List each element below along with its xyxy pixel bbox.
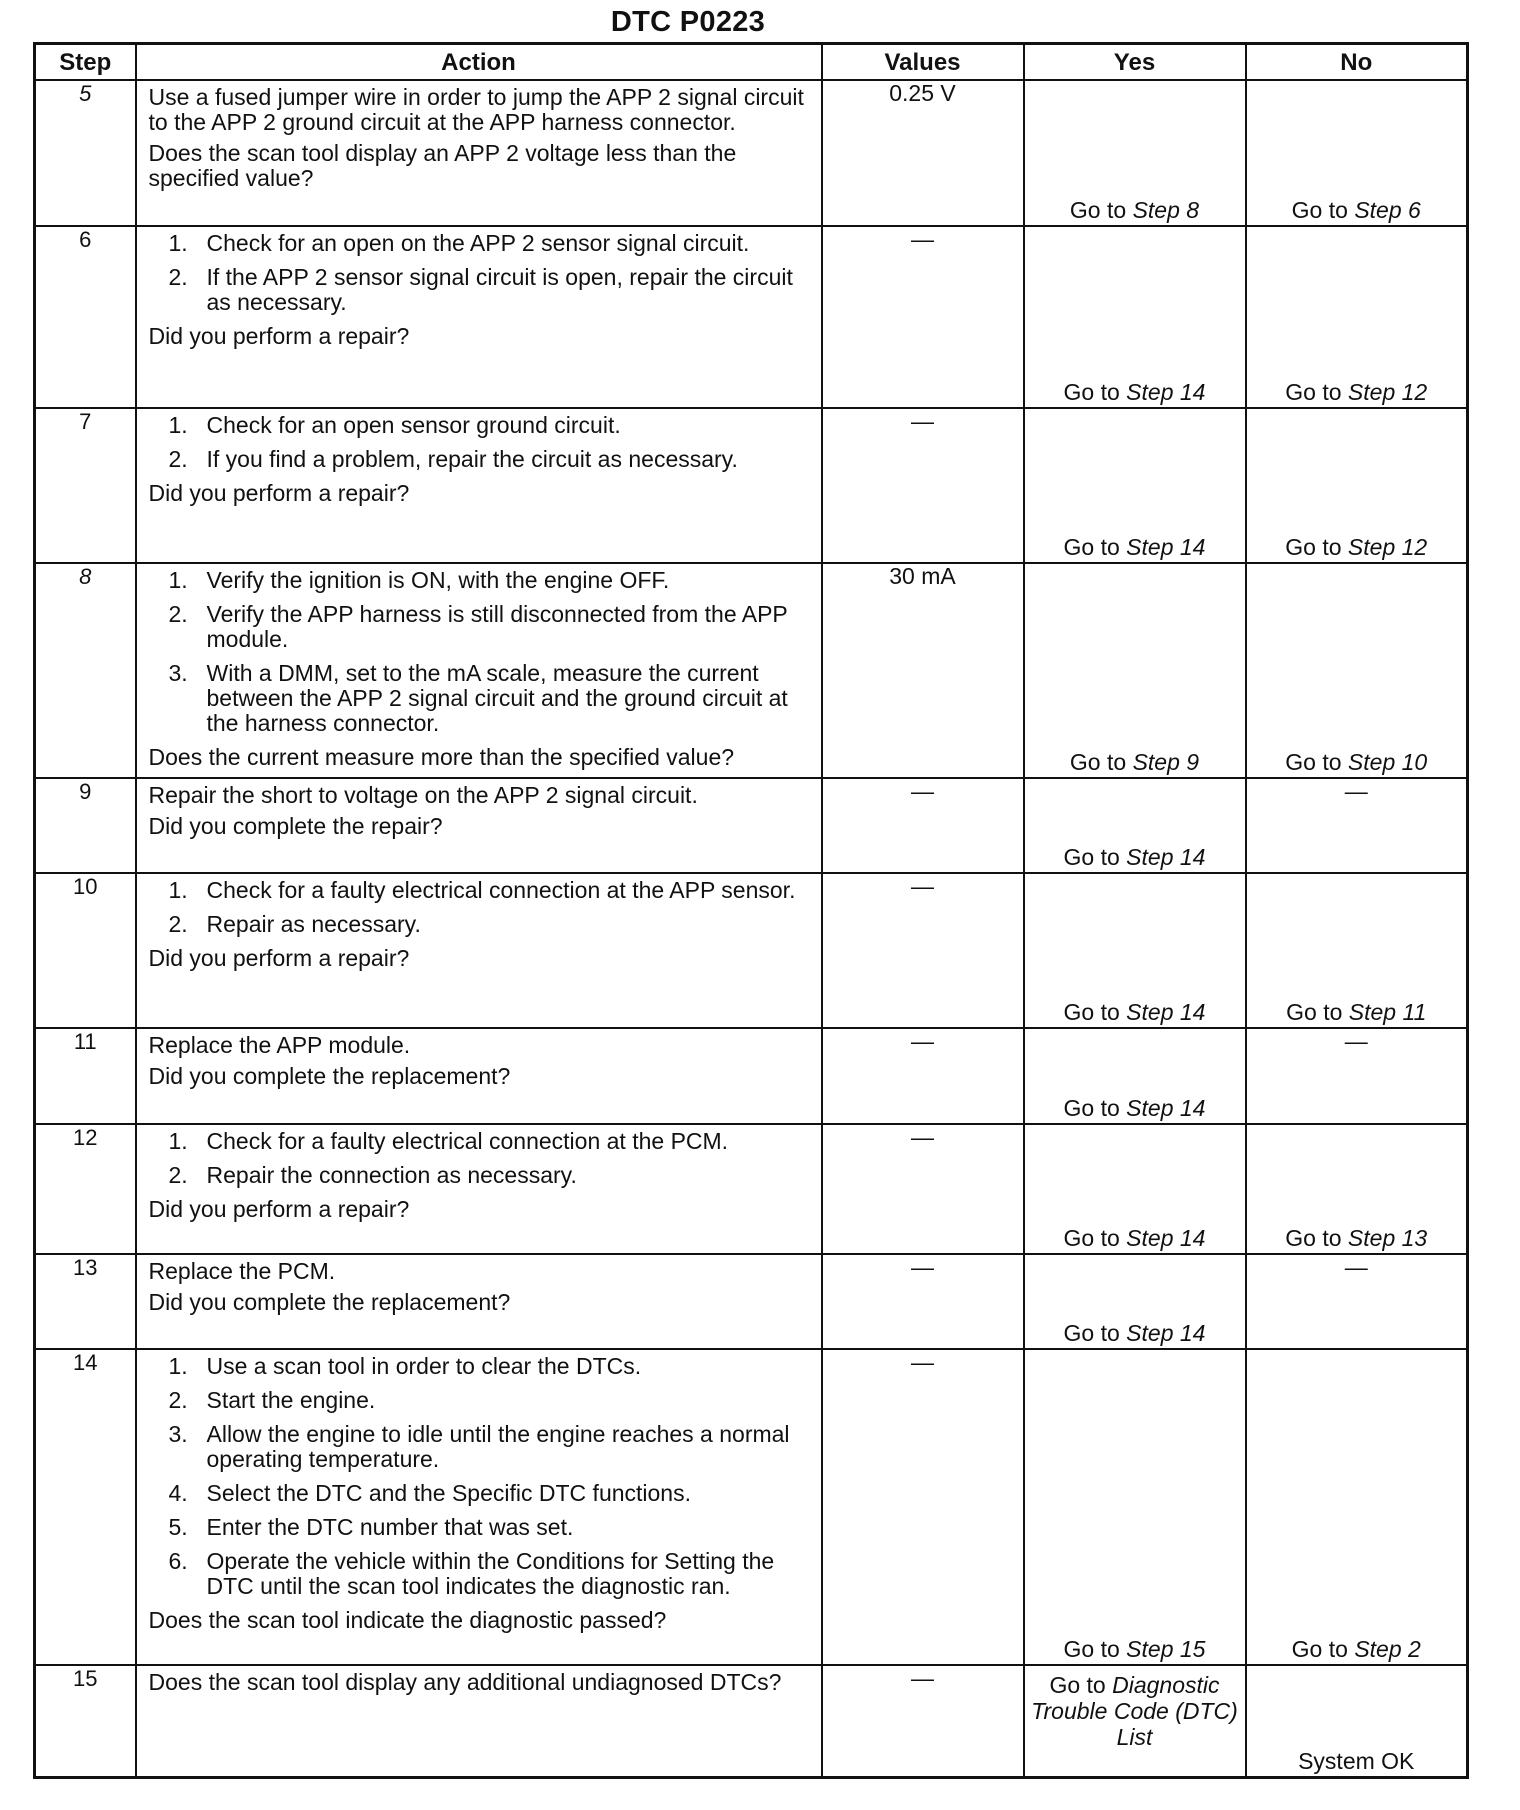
table-row — [35, 226, 1468, 408]
action-cell — [136, 1254, 822, 1349]
value-cell: — — [822, 1254, 1024, 1349]
no-cell — [1246, 408, 1468, 563]
header-step: Step — [35, 44, 136, 81]
goto-prefix: Go to — [1286, 999, 1343, 1025]
action-text: Replace the PCM. — [148, 1258, 336, 1284]
value-cell: — — [822, 873, 1024, 1028]
goto-prefix: Go to — [1063, 534, 1120, 560]
goto-prefix: Go to — [1291, 197, 1348, 223]
goto-prefix: Go to — [1285, 749, 1342, 775]
goto-target: Step 9 — [1132, 749, 1200, 775]
question-text: Does the scan tool indicate the diagnostic passed? — [148, 1607, 667, 1633]
goto-prefix: Go to — [1063, 1095, 1120, 1121]
no-goto — [1247, 1226, 1467, 1251]
goto-prefix: Go to — [1069, 749, 1127, 775]
goto-prefix: Go to — [1069, 197, 1127, 223]
question-text: Does the scan tool display any additional undiagnosed DTCs? — [148, 1669, 782, 1695]
yes-cell — [1024, 1254, 1246, 1349]
table-row — [35, 408, 1468, 563]
question-text: Did you perform a repair? — [148, 480, 410, 506]
table-row — [35, 1665, 1468, 1777]
goto-target: Step 12 — [1347, 379, 1428, 405]
yes-cell — [1024, 1028, 1246, 1124]
action-cell — [136, 408, 822, 563]
no-goto — [1247, 1637, 1467, 1662]
question-text: Does the current measure more than the specified value? — [148, 744, 735, 770]
step-number: 11 — [35, 1028, 136, 1124]
yes-goto — [1025, 1096, 1245, 1121]
yes-cell — [1024, 563, 1246, 778]
value-cell: — — [822, 1124, 1024, 1254]
action-cell — [136, 563, 822, 778]
step-number: 10 — [35, 873, 136, 1028]
goto-prefix: Go to — [1291, 1636, 1348, 1662]
table-row — [35, 1124, 1468, 1254]
action-item: 1. Check for a faulty electrical connection at the APP sensor. — [168, 877, 796, 903]
yes-goto — [1025, 198, 1245, 223]
table-row — [35, 563, 1468, 778]
question-text: Did you perform a repair? — [148, 1196, 410, 1222]
goto-target: Step 14 — [1126, 1225, 1206, 1251]
goto-prefix: Go to — [1063, 1320, 1120, 1346]
table-row — [35, 1028, 1468, 1124]
value-cell: — — [822, 778, 1024, 873]
action-item: 2. Repair as necessary. — [168, 911, 421, 937]
goto-target: Step 14 — [1126, 999, 1206, 1025]
table-row — [35, 80, 1468, 226]
goto-target: Step 6 — [1354, 197, 1421, 223]
goto-prefix: Go to — [1063, 1636, 1120, 1662]
step-number: 13 — [35, 1254, 136, 1349]
goto-target: Diagnostic Trouble Code (DTC) List — [1031, 1672, 1238, 1750]
yes-goto — [1025, 750, 1245, 775]
action-item: 4. Select the DTC and the Specific DTC functions. — [168, 1480, 691, 1506]
value-cell: — — [822, 408, 1024, 563]
step-number: 8 — [35, 563, 136, 778]
action-text: Repair the short to voltage on the APP 2 signal circuit. — [148, 782, 698, 808]
value-cell: — — [822, 1665, 1024, 1777]
yes-cell — [1024, 1349, 1246, 1665]
question-text: Did you complete the repair? — [148, 813, 443, 839]
question-text: Does the scan tool display an APP 2 voltage less than the specified value? — [148, 140, 737, 191]
no-goto — [1247, 380, 1467, 405]
table-row — [35, 1349, 1468, 1665]
no-cell — [1246, 563, 1468, 778]
header-yes: Yes — [1024, 44, 1246, 81]
step-number: 15 — [35, 1665, 136, 1777]
yes-cell — [1024, 80, 1246, 226]
action-cell — [136, 226, 822, 408]
value-cell: 30 mA — [822, 563, 1024, 778]
header-values: Values — [822, 44, 1024, 81]
yes-cell — [1024, 1124, 1246, 1254]
action-item: 5. Enter the DTC number that was set. — [168, 1514, 574, 1540]
yes-cell — [1024, 1665, 1246, 1777]
goto-prefix: Go to — [1063, 844, 1120, 870]
yes-goto — [1025, 845, 1245, 870]
goto-prefix: Go to — [1285, 379, 1342, 405]
action-item: 3. Allow the engine to idle until the engine reaches a normal operating temperature. — [168, 1421, 790, 1472]
yes-goto — [1025, 380, 1245, 405]
yes-goto — [1025, 1321, 1245, 1346]
goto-prefix: Go to — [1285, 1225, 1342, 1251]
yes-goto — [1025, 1000, 1245, 1025]
goto-target: Step 11 — [1348, 999, 1427, 1025]
action-item: 6. Operate the vehicle within the Conditions for Setting the DTC until the scan tool indicates the diagnostic ran. — [168, 1548, 775, 1599]
no-cell: — — [1246, 1028, 1468, 1124]
goto-prefix: Go to — [1049, 1672, 1106, 1698]
no-cell — [1246, 1124, 1468, 1254]
page-title: DTC P0223 — [610, 6, 766, 38]
goto-prefix: Go to — [1063, 999, 1120, 1025]
table-row — [35, 873, 1468, 1028]
header-action: Action — [136, 44, 822, 81]
action-cell — [136, 1349, 822, 1665]
step-number: 12 — [35, 1124, 136, 1254]
action-item: 3. With a DMM, set to the mA scale, measure the current between the APP 2 signal circuit and the ground circuit at the harness connector. — [168, 660, 788, 736]
goto-target: Step 12 — [1347, 534, 1428, 560]
goto-target: Step 13 — [1347, 1225, 1428, 1251]
action-cell — [136, 1028, 822, 1124]
action-item: 2. Verify the APP harness is still disconnected from the APP module. — [168, 601, 788, 652]
no-cell: — — [1246, 778, 1468, 873]
value-cell: — — [822, 1349, 1024, 1665]
table-header-row — [35, 44, 1468, 81]
action-item: 2. If you find a problem, repair the circuit as necessary. — [168, 446, 738, 472]
table-row — [35, 1254, 1468, 1349]
yes-goto — [1025, 1637, 1245, 1662]
no-cell — [1246, 80, 1468, 226]
goto-target: Step 8 — [1132, 197, 1200, 223]
step-number: 6 — [35, 226, 136, 408]
goto-target: Step 14 — [1126, 1095, 1206, 1121]
action-item: 1. Use a scan tool in order to clear the DTCs. — [168, 1353, 642, 1379]
question-text: Did you complete the replacement? — [148, 1063, 511, 1089]
action-cell — [136, 873, 822, 1028]
no-cell — [1246, 226, 1468, 408]
yes-cell — [1024, 408, 1246, 563]
goto-target: Step 14 — [1126, 1320, 1206, 1346]
yes-cell — [1024, 778, 1246, 873]
goto-prefix: Go to — [1063, 1225, 1120, 1251]
no-cell — [1246, 873, 1468, 1028]
goto-prefix: Go to — [1063, 379, 1120, 405]
yes-goto — [1025, 535, 1245, 560]
no-goto — [1247, 1000, 1467, 1025]
no-cell: — — [1246, 1254, 1468, 1349]
action-item: 1. Verify the ignition is ON, with the engine OFF. — [168, 567, 670, 593]
action-item: 2. If the APP 2 sensor signal circuit is open, repair the circuit as necessary. — [168, 264, 793, 315]
goto-target: Step 2 — [1354, 1636, 1421, 1662]
action-item: 1. Check for a faulty electrical connection at the PCM. — [168, 1128, 729, 1154]
value-cell: — — [822, 226, 1024, 408]
diagnostic-table — [33, 42, 1469, 1779]
question-text: Did you complete the replacement? — [148, 1289, 511, 1315]
step-number: 7 — [35, 408, 136, 563]
action-cell — [136, 1124, 822, 1254]
question-text: Did you perform a repair? — [148, 945, 410, 971]
action-item: 1. Check for an open sensor ground circuit. — [168, 412, 621, 438]
yes-goto — [1025, 1672, 1245, 1750]
no-cell — [1246, 1349, 1468, 1665]
no-goto — [1247, 198, 1467, 223]
step-number: 9 — [35, 778, 136, 873]
goto-target: Step 14 — [1126, 534, 1206, 560]
goto-target: Step 14 — [1126, 379, 1206, 405]
goto-prefix: Go to — [1285, 534, 1342, 560]
no-cell — [1246, 1665, 1468, 1777]
header-no: No — [1246, 44, 1468, 81]
step-number: 5 — [35, 80, 136, 226]
no-goto — [1247, 535, 1467, 560]
action-item: 1. Check for an open on the APP 2 sensor signal circuit. — [168, 230, 750, 256]
no-result: System OK — [1298, 1747, 1415, 1774]
goto-target: Step 15 — [1126, 1636, 1206, 1662]
goto-target: Step 10 — [1347, 749, 1428, 775]
action-text: Replace the APP module. — [148, 1032, 411, 1058]
yes-cell — [1024, 226, 1246, 408]
yes-cell — [1024, 873, 1246, 1028]
yes-goto — [1025, 1226, 1245, 1251]
question-text: Did you perform a repair? — [148, 323, 410, 349]
value-cell: — — [822, 1028, 1024, 1124]
action-text: Use a fused jumper wire in order to jump the APP 2 signal circuit to the APP 2 ground circuit at the APP harness connector. — [148, 84, 804, 135]
action-cell — [136, 80, 822, 226]
step-number: 14 — [35, 1349, 136, 1665]
action-cell — [136, 778, 822, 873]
action-item: 2. Repair the connection as necessary. — [168, 1162, 577, 1188]
no-goto — [1247, 750, 1467, 775]
value-cell: 0.25 V — [822, 80, 1024, 226]
action-cell — [136, 1665, 822, 1777]
action-item: 2. Start the engine. — [168, 1387, 376, 1413]
goto-target: Step 14 — [1126, 844, 1206, 870]
table-row — [35, 778, 1468, 873]
